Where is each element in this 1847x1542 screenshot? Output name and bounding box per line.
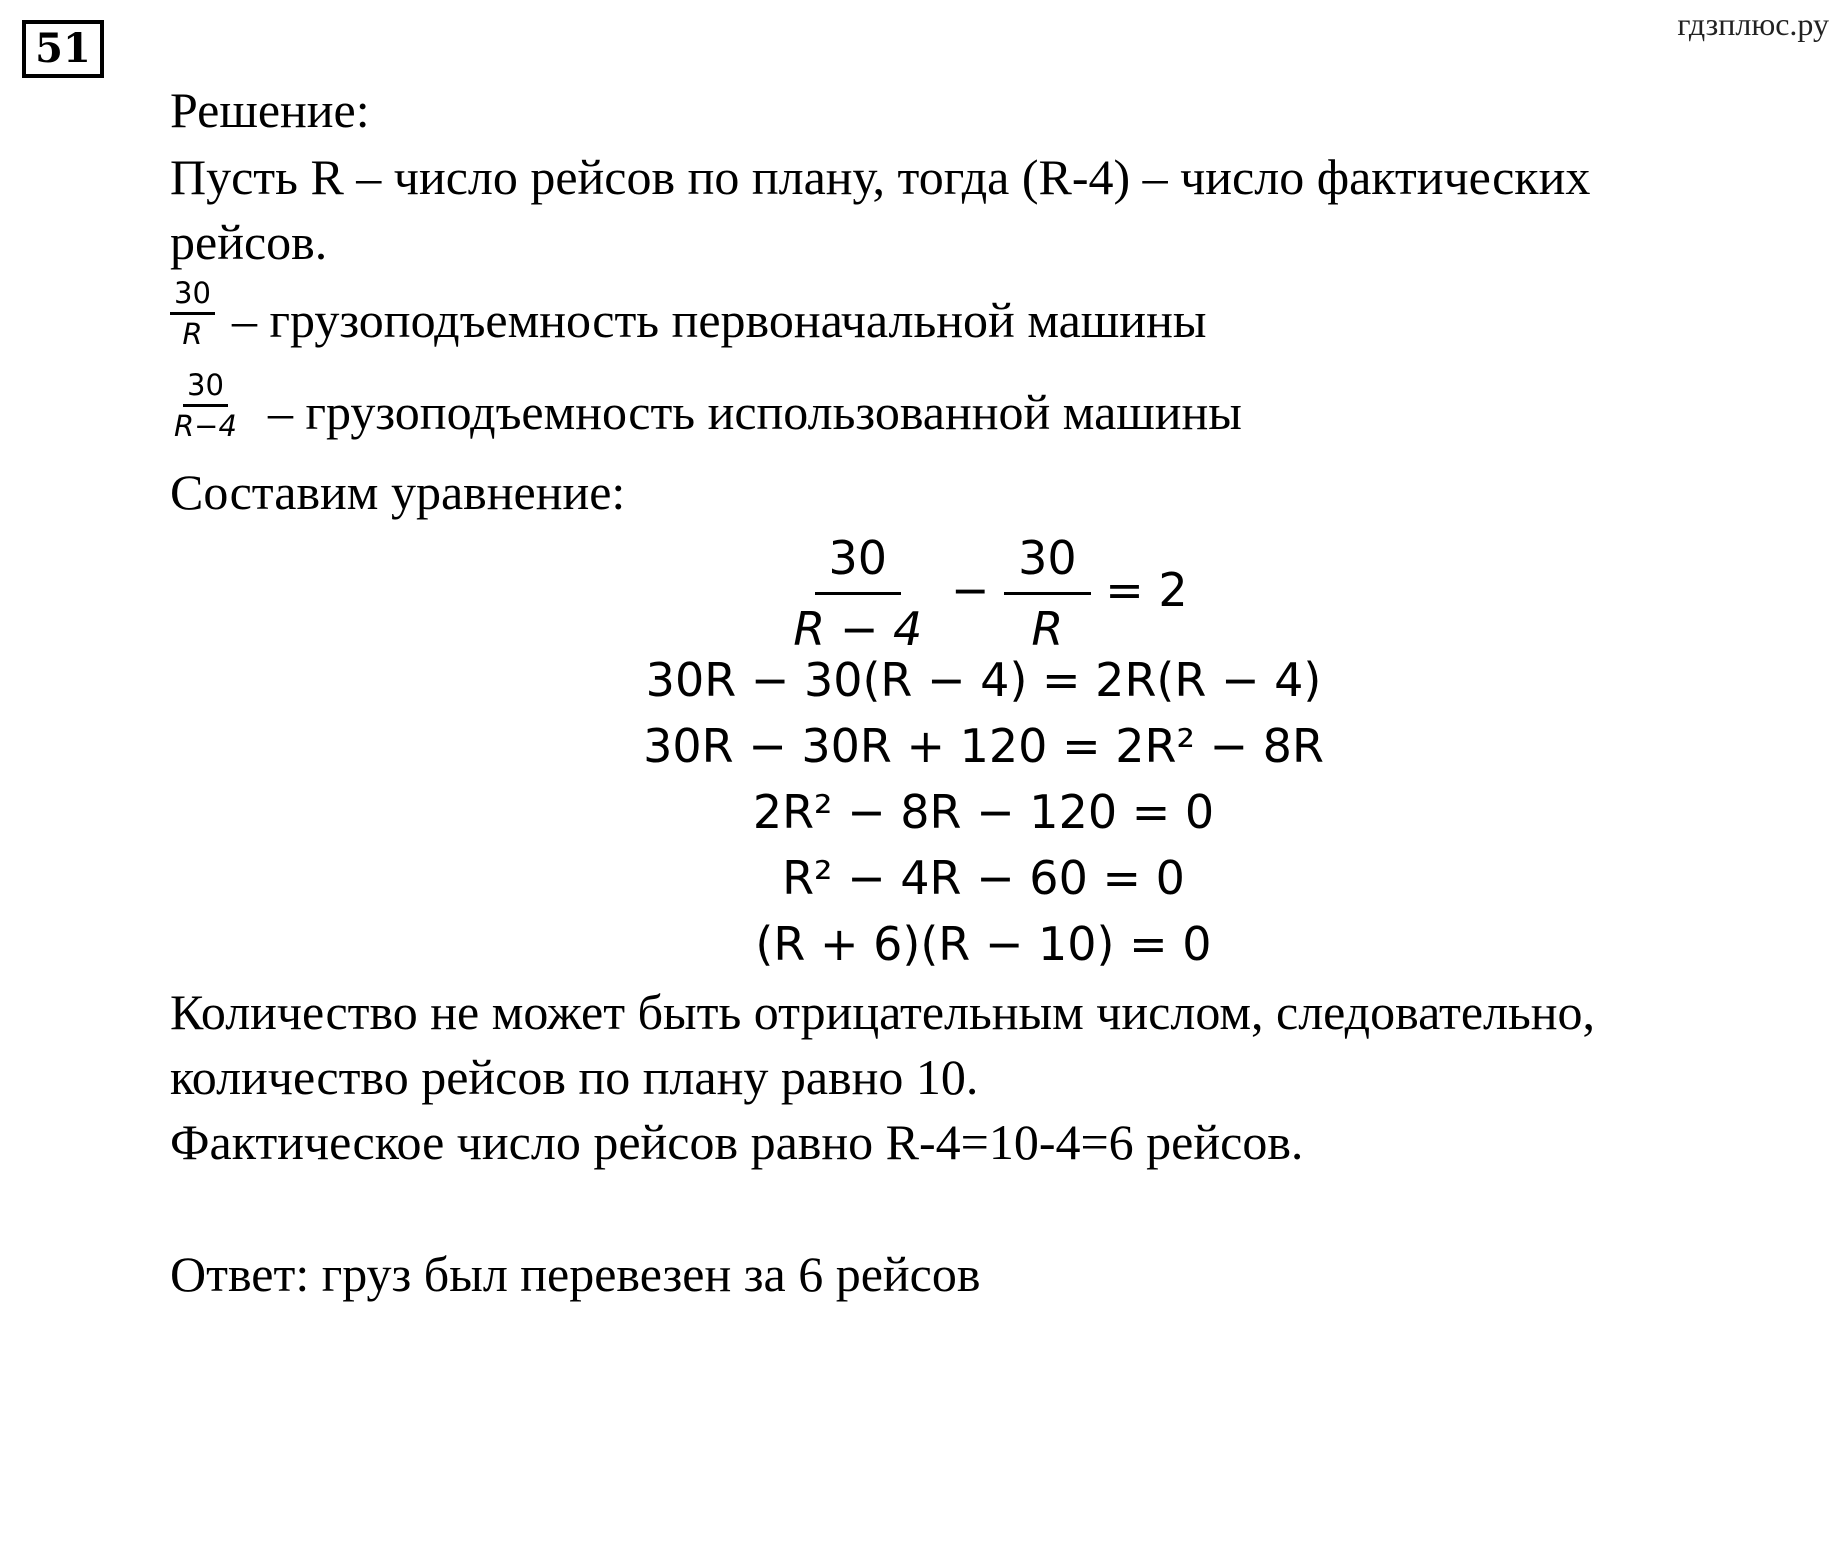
solution-heading: Решение: <box>170 82 370 138</box>
problem-number-badge: 51 <box>22 20 104 78</box>
fraction-30-over-r-big <box>1004 528 1091 659</box>
equation-line-4: 2R² − 8R − 120 = 0 <box>752 785 1215 839</box>
definition-2-text: – грузоподъемность использованной машины <box>268 384 1242 440</box>
fraction-30-over-r-minus-4-big <box>779 528 936 659</box>
fraction-numerator: 30 <box>183 368 228 407</box>
intro-line-1: Пусть R – число рейсов по плану, тогда (R-4) – число фактических <box>170 149 1591 205</box>
fraction-denominator: R <box>182 317 203 351</box>
equation-line-2: 30R − 30(R − 4) = 2R(R − 4) <box>645 653 1322 707</box>
fraction-denominator: R <box>1031 602 1064 656</box>
fraction-numerator: 30 <box>1004 528 1091 595</box>
fraction-numerator: 30 <box>170 276 215 315</box>
minus-sign: − <box>950 563 990 617</box>
compose-heading: Составим уравнение: <box>170 464 626 520</box>
equation-rhs: = 2 <box>1105 563 1188 617</box>
fraction-numerator: 30 <box>815 528 902 595</box>
fraction-30-over-r-minus-4 <box>170 368 241 443</box>
intro-line-2: рейсов. <box>170 214 328 270</box>
definition-1-text: – грузоподъемность первоначальной машины <box>232 292 1207 348</box>
fraction-denominator: R−4 <box>174 409 237 443</box>
fraction-30-over-r <box>170 276 215 351</box>
equation-fractional <box>0 528 1847 659</box>
equation-line-3: 30R − 30R + 120 = 2R² − 8R <box>643 719 1324 773</box>
equation-line-5: R² − 4R − 60 = 0 <box>782 851 1185 905</box>
conclusion-line-2: количество рейсов по плану равно 10. <box>170 1049 979 1105</box>
equation-line-6: (R + 6)(R − 10) = 0 <box>755 917 1212 971</box>
conclusion-line-1: Количество не может быть отрицательным числом, следовательно, <box>170 984 1596 1040</box>
answer-line: Ответ: груз был перевезен за 6 рейсов <box>170 1246 981 1302</box>
watermark: гдзплюс.ру <box>1677 6 1829 42</box>
fraction-denominator: R − 4 <box>793 602 923 656</box>
actual-trips-line: Фактическое число рейсов равно R-4=10-4=6 рейсов. <box>170 1114 1304 1170</box>
